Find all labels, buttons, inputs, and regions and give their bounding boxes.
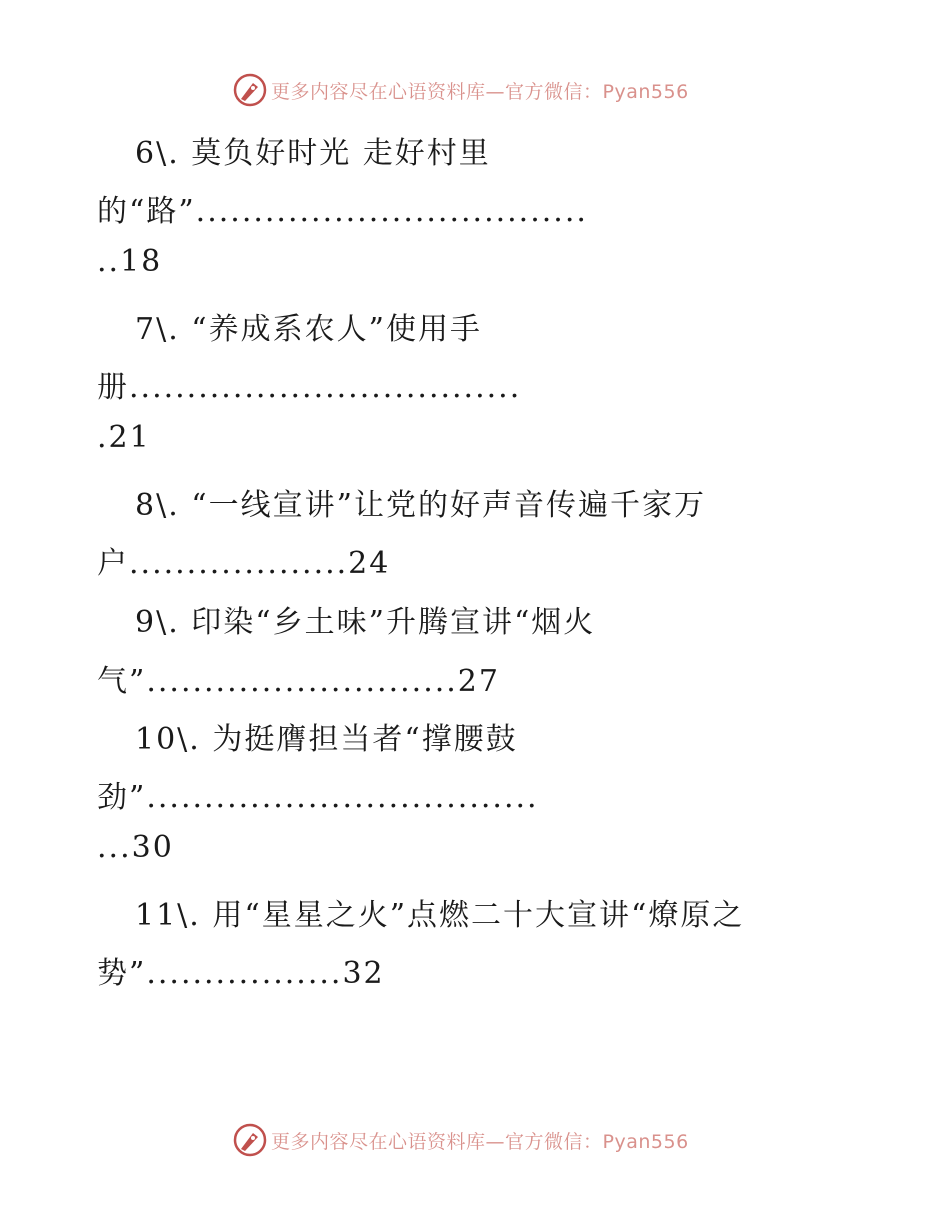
- toc-entry-9-leader[interactable]: 气”...........................27: [97, 664, 500, 699]
- toc-entry-9-title[interactable]: 9\. 印染“乡土味”升腾宣讲“烟火: [135, 605, 596, 640]
- pen-nib-logo-icon: [233, 1123, 267, 1157]
- toc-entry-10-leader[interactable]: 劲”..................................: [97, 780, 539, 815]
- toc-entry-7-page[interactable]: .21: [97, 420, 151, 455]
- toc-entry-10-page[interactable]: ...30: [97, 830, 174, 865]
- header-banner: [233, 72, 689, 108]
- toc-entry-7-leader[interactable]: 册..................................: [97, 370, 522, 405]
- footer-banner-text: 更多内容尽在心语资料库—官方微信：Pyan556: [271, 1130, 689, 1153]
- toc-entry-11-title[interactable]: 11\. 用“星星之火”点燃二十大宣讲“燎原之: [135, 898, 745, 933]
- toc-entry-6-title[interactable]: 6\. 莫负好时光 走好村里: [135, 136, 491, 171]
- toc-entry-8-title[interactable]: 8\. “一线宣讲”让党的好声音传遍千家万: [135, 488, 706, 523]
- toc-entry-6-page[interactable]: ..18: [97, 244, 163, 279]
- toc-entry-8-leader[interactable]: 户...................24: [97, 546, 391, 581]
- pen-nib-logo-icon: [233, 73, 267, 107]
- toc-entry-6-leader[interactable]: 的“路”..................................: [97, 194, 588, 229]
- toc-entry-10-title[interactable]: 10\. 为挺膺担当者“撑腰鼓: [135, 722, 518, 757]
- header-banner-text: 更多内容尽在心语资料库—官方微信：Pyan556: [271, 80, 689, 103]
- toc-entry-7-title[interactable]: 7\. “养成系农人”使用手: [135, 312, 482, 347]
- toc-entry-11-leader[interactable]: 势”.................32: [97, 956, 385, 991]
- footer-banner: [233, 1122, 689, 1158]
